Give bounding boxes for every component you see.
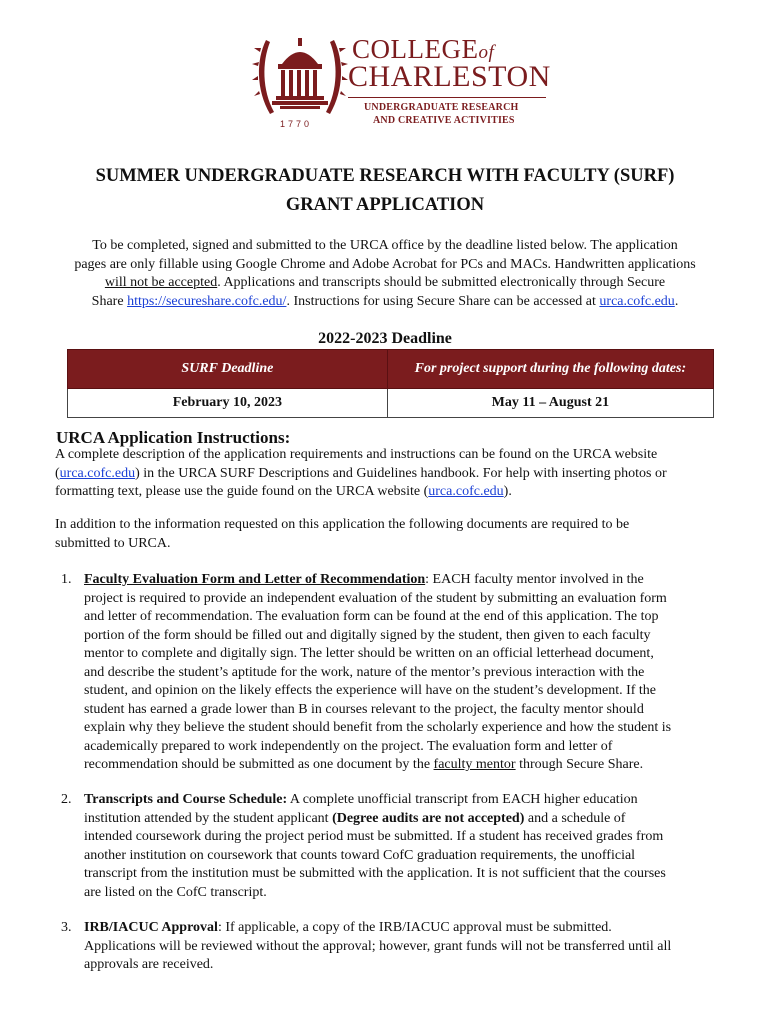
logo-unit-line1: UNDERGRADUATE RESEARCH xyxy=(364,102,519,113)
deadline-col-header: SURF Deadline xyxy=(68,350,388,389)
instructions-paragraph xyxy=(55,446,725,502)
deadline-date-cell: February 10, 2023 xyxy=(68,389,388,418)
item-title: Transcripts and Course Schedule: xyxy=(84,792,288,807)
page-title-line2: GRANT APPLICATION xyxy=(285,195,485,215)
deadline-table xyxy=(67,349,714,418)
underlined-text: will not be accepted xyxy=(104,275,218,290)
item-title: Faculty Evaluation Form and Letter of Recommendation xyxy=(84,572,426,587)
secureshare-link[interactable]: https://secureshare.cofc.edu/ xyxy=(127,293,287,309)
intro-paragraph xyxy=(40,237,730,311)
intro-line: Share https://secureshare.cofc.edu/. Instructions for using Secure Share can be accessed at urca.cofc.edu. xyxy=(91,293,679,309)
page-title-line1: SUMMER UNDERGRADUATE RESEARCH WITH FACULTY (SURF) xyxy=(95,166,675,186)
intro-line: will not be accepted. Applications and transcripts should be submitted electronically through Secure xyxy=(104,275,666,290)
paragraph-line: (urca.cofc.edu) in the URCA SURF Descriptions and Guidelines handbook. For help with inserting photos or xyxy=(55,465,667,481)
requirements-intro-paragraph xyxy=(55,516,725,553)
logo-unit-line2: AND CREATIVE ACTIVITIES xyxy=(373,115,515,126)
logo-year: 1770 xyxy=(280,119,313,129)
paragraph-line: formatting text, please use the guide found on the URCA website (urca.cofc.edu). xyxy=(55,484,512,499)
urca-link[interactable]: urca.cofc.edu xyxy=(599,293,675,309)
paragraph-line: A complete description of the application requirements and instructions can be found on the URCA website xyxy=(55,447,658,462)
college-logo xyxy=(252,30,552,134)
logo-college-text: COLLEGEof xyxy=(352,34,495,64)
intro-line: To be completed, signed and submitted to the URCA office by the deadline listed below. The application xyxy=(92,238,678,253)
emphasis-text: (Degree audits are not accepted) xyxy=(332,810,525,826)
support-dates-col-header: For project support during the following dates: xyxy=(387,350,713,389)
support-dates-cell: May 11 – August 21 xyxy=(387,389,713,418)
instructions-heading: URCA Application Instructions: xyxy=(56,428,291,447)
urca-link[interactable]: urca.cofc.edu xyxy=(59,465,136,481)
paragraph-line: In addition to the information requested on this application the following documents are required to be xyxy=(55,517,630,532)
list-number: 1. xyxy=(61,572,72,587)
logo-charleston-text: CHARLESTON xyxy=(348,60,551,93)
intro-line: pages are only fillable using Google Chrome and Adobe Acrobat for PCs and MACs. Handwritten applications xyxy=(74,256,696,272)
urca-link[interactable]: urca.cofc.edu xyxy=(428,484,504,499)
logo-divider xyxy=(348,97,546,98)
paragraph-line: submitted to URCA. xyxy=(55,535,171,551)
list-number: 3. xyxy=(61,920,72,935)
list-number: 2. xyxy=(61,792,72,807)
item-title: IRB/IACUC Approval xyxy=(84,920,218,935)
underlined-text: faculty mentor xyxy=(433,757,516,772)
deadline-heading: 2022-2023 Deadline xyxy=(318,330,452,347)
